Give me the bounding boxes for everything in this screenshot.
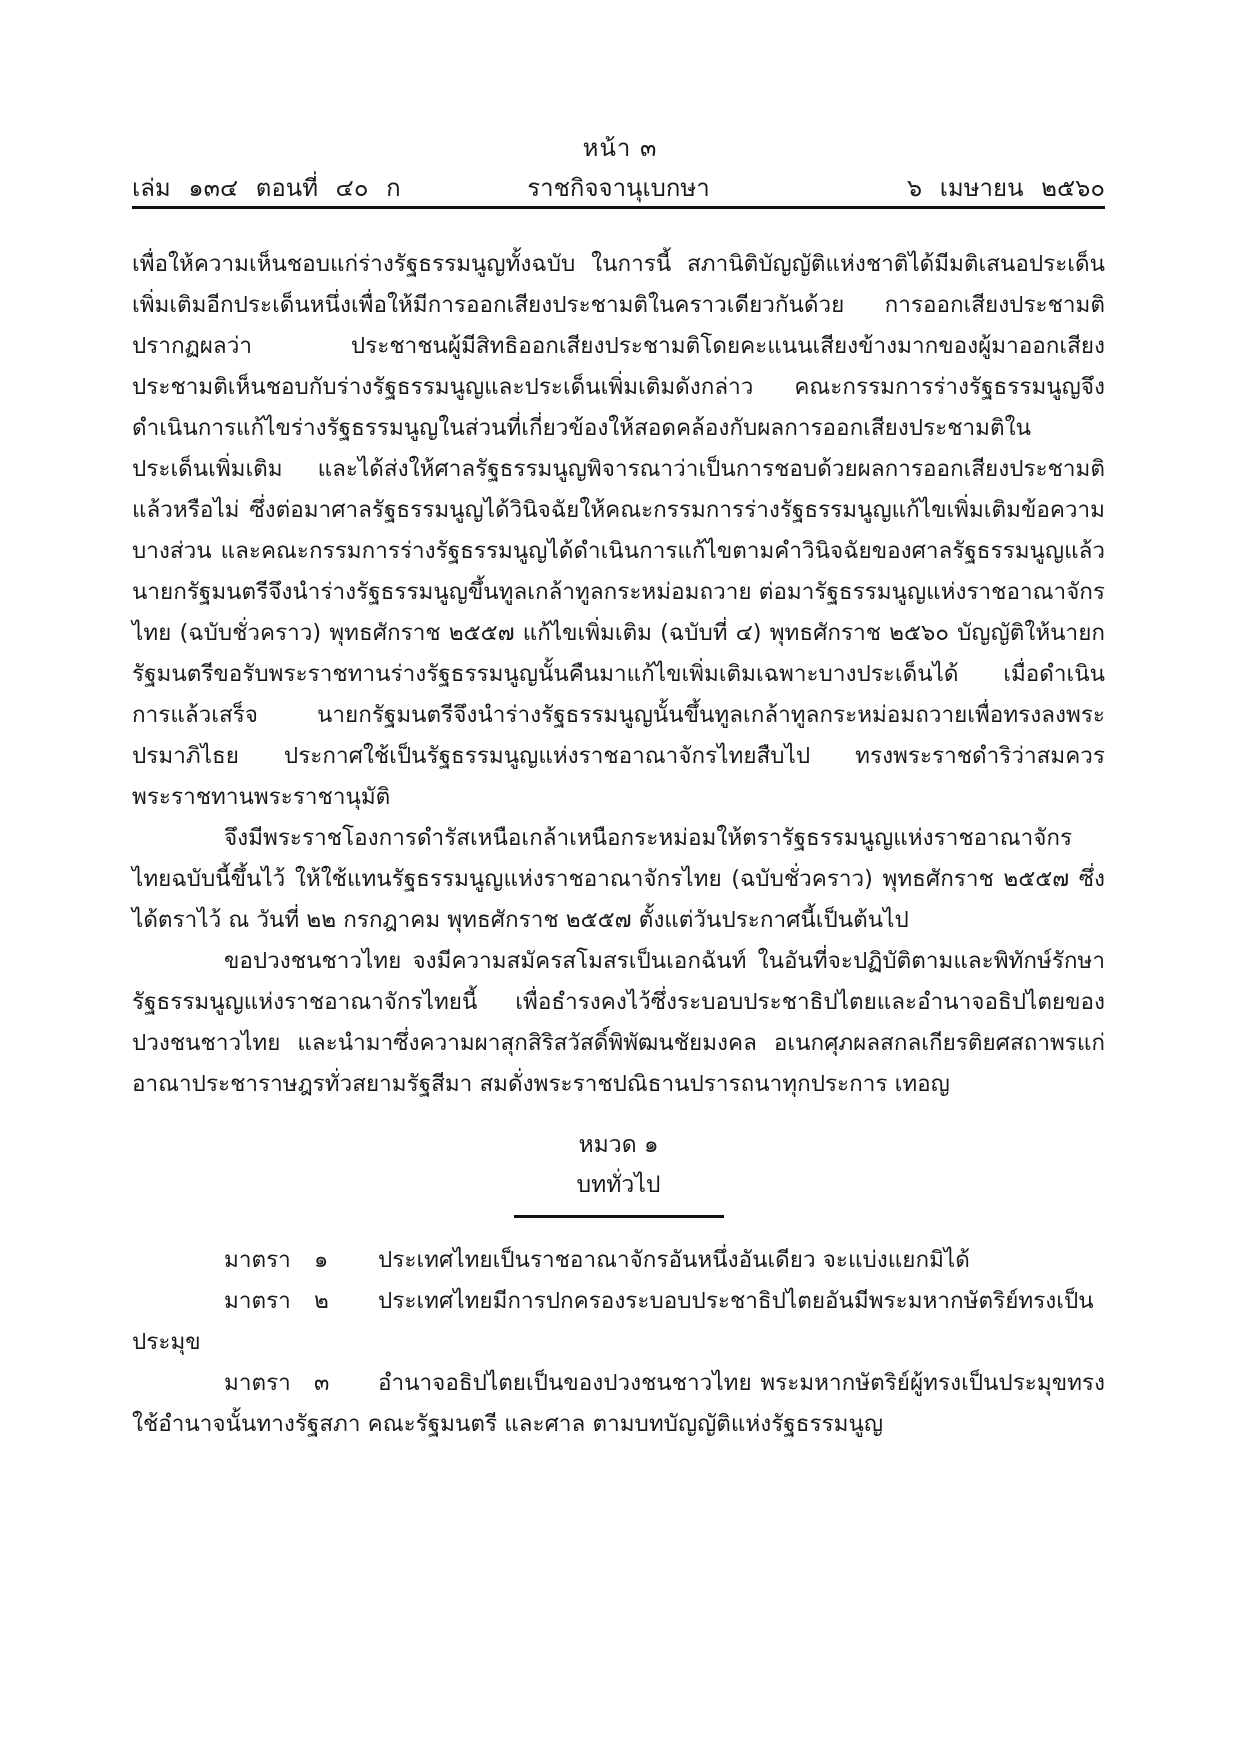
document-body	[132, 244, 1105, 1445]
section-2	[132, 1281, 1105, 1363]
chapter-number: หมวด ๑	[578, 1132, 659, 1158]
gazette-header	[132, 168, 1105, 204]
volume-issue: เล่ม ๑๓๔ ตอนที่ ๔๐ ก	[132, 174, 401, 202]
preamble-paragraph: เพื่อให้ความเห็นชอบแก่ร่างรัฐธรรมนูญทั้งฉบับ ในการนี้ สภานิติบัญญัติแห่งชาติได้มีมติเสนอประเด็นเพิ่มเติมอีกประเด็นหนึ่งเพื่อให้มีการออกเสียงประชามติในคราวเดียวกันด้วย การออกเสียงประชามติปรากฏผลว่า ประชาชนผู้มีสิทธิออกเสียงประชามติโดยคะแนนเสียงข้างมากของผู้มาออกเสียงประชามติเห็นชอบกับร่างรัฐธรรมนูญและประเด็นเพิ่มเติมดังกล่าว คณะกรรมการร่างรัฐธรรมนูญจึงดำเนินการแก้ไขร่างรัฐธรรมนูญในส่วนที่เกี่ยวข้องให้สอดคล้องกับผลการออกเสียงประชามติในประเด็นเพิ่มเติม และได้ส่งให้ศาลรัฐธรรมนูญพิจารณาว่าเป็นการชอบด้วยผลการออกเสียงประชามติแล้วหรือไม่ ซึ่งต่อมาศาลรัฐธรรมนูญได้วินิจฉัยให้คณะกรรมการร่างรัฐธรรมนูญแก้ไขเพิ่มเติมข้อความบางส่วน และคณะกรรมการร่างรัฐธรรมนูญได้ดำเนินการแก้ไขตามคำวินิจฉัยของศาลรัฐธรรมนูญแล้ว นายกรัฐมนตรีจึงนำร่างรัฐธรรมนูญขึ้นทูลเกล้าทูลกระหม่อมถวาย ต่อมารัฐธรรมนูญแห่งราชอาณาจักรไทย (ฉบับชั่วคราว) พุทธศักราช ๒๕๕๗ แก้ไขเพิ่มเติม (ฉบับที่ ๔) พุทธศักราช ๒๕๖๐ บัญญัติให้นายกรัฐมนตรีขอรับพระราชทานร่างรัฐธรรมนูญนั้นคืนมาแก้ไขเพิ่มเติมเฉพาะบางประเด็นได้ เมื่อดำเนินการแล้วเสร็จ นายกรัฐมนตรีจึงนำร่างรัฐธรรมนูญนั้นขึ้นทูลเกล้าทูลกระหม่อมถวายเพื่อทรงลงพระปรมาภิไธย ประกาศใช้เป็นรัฐธรรมนูญแห่งราชอาณาจักรไทยสืบไป ทรงพระราชดำริว่าสมควรพระราชทานพระราชานุมัติ	[132, 251, 1105, 810]
publication-title: ราชกิจจานุเบกษา	[527, 174, 710, 202]
section-label: มาตรา	[224, 1247, 291, 1273]
section-text: ประเทศไทยมีการปกครองระบอบประชาธิปไตยอันมีพระมหากษัตริย์ทรงเป็นประมุข	[132, 1288, 1094, 1355]
section-label: มาตรา	[224, 1288, 291, 1314]
section-number: ๑	[314, 1247, 329, 1273]
section-1	[132, 1240, 1105, 1281]
chapter-heading	[132, 1125, 1105, 1205]
header-divider	[132, 206, 1105, 209]
section-number: ๓	[314, 1370, 330, 1396]
section-text: อำนาจอธิปไตยเป็นของปวงชนชาวไทย พระมหากษัตริย์ผู้ทรงเป็นประมุขทรงใช้อำนาจนั้นทางรัฐสภา คณะรัฐมนตรี และศาล ตามบทบัญญัติแห่งรัฐธรรมนูญ	[132, 1370, 1105, 1437]
preamble-paragraph: จึงมีพระราชโองการดำรัสเหนือเกล้าเหนือกระหม่อมให้ตรารัฐธรรมนูญแห่งราชอาณาจักรไทยฉบับนี้ขึ้นไว้ ให้ใช้แทนรัฐธรรมนูญแห่งราชอาณาจักรไทย (ฉบับชั่วคราว) พุทธศักราช ๒๕๕๗ ซึ่งได้ตราไว้ ณ วันที่ ๒๒ กรกฎาคม พุทธศักราช ๒๕๕๗ ตั้งแต่วันประกาศนี้เป็นต้นไป	[132, 825, 1105, 933]
section-number: ๒	[314, 1288, 329, 1314]
section-text: ประเทศไทยเป็นราชอาณาจักรอันหนึ่งอันเดียว จะแบ่งแยกมิได้	[378, 1247, 970, 1273]
chapter-divider	[514, 1215, 724, 1218]
section-3	[132, 1363, 1105, 1445]
page-number: หน้า ๓	[582, 134, 658, 162]
section-label: มาตรา	[224, 1370, 291, 1396]
preamble-paragraph: ขอปวงชนชาวไทย จงมีความสมัครสโมสรเป็นเอกฉันท์ ในอันที่จะปฏิบัติตามและพิทักษ์รักษารัฐธรรมนูญแห่งราชอาณาจักรไทยนี้ เพื่อธำรงคงไว้ซึ่งระบอบประชาธิปไตยและอำนาจอธิปไตยของปวงชนชาวไทย และนำมาซึ่งความผาสุกสิริสวัสดิ์พิพัฒนชัยมงคล อเนกศุภผลสกลเกียรติยศสถาพรแก่อาณาประชาราษฎรทั่วสยามรัฐสีมา สมดั่งพระราชปณิธานปรารถนาทุกประการ เทอญ	[132, 948, 1105, 1097]
publication-date: ๖ เมษายน ๒๕๖๐	[906, 174, 1105, 202]
chapter-title: บททั่วไป	[576, 1172, 661, 1198]
